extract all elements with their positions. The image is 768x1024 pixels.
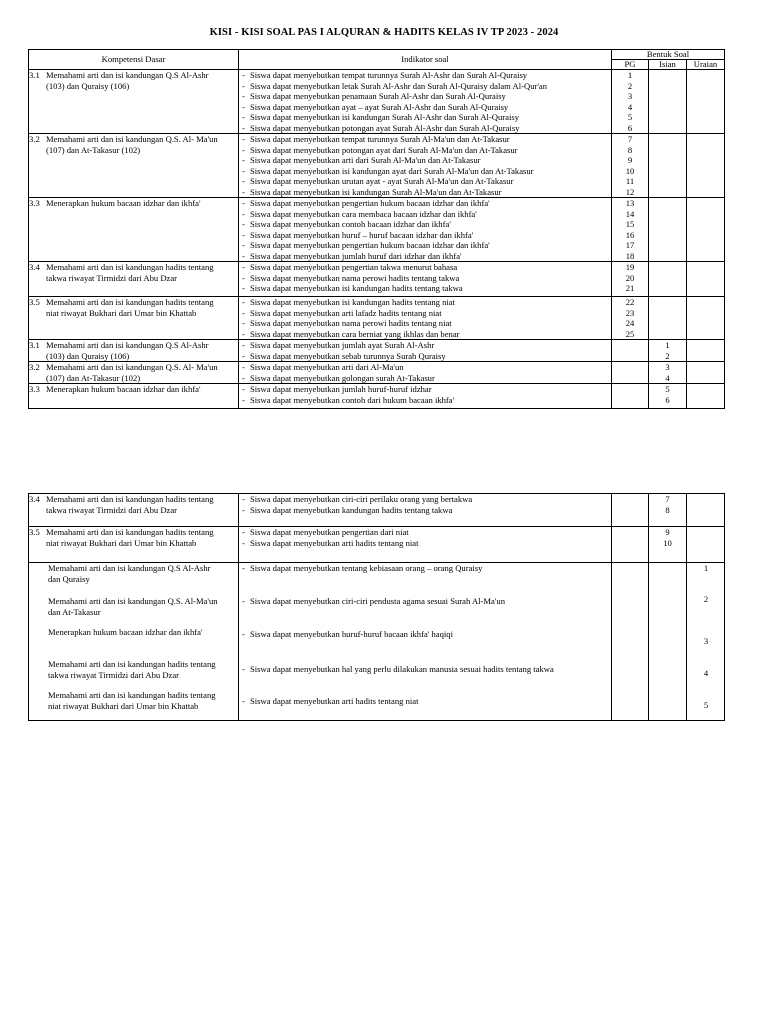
question-number: 3 — [703, 636, 709, 646]
isian-cell — [649, 262, 687, 297]
bullet-dash: - — [242, 112, 245, 122]
kompetensi-dasar-cell — [29, 198, 239, 262]
question-number: 6 — [627, 122, 633, 133]
kompetensi-dasar-cell — [29, 70, 239, 134]
bullet-dash: - — [242, 372, 245, 383]
kd-line — [29, 494, 238, 505]
question-number: 4 — [665, 372, 670, 383]
kd-text-continued: niat riwayat Bukhari dari Umar bin Khattab — [48, 700, 199, 711]
bullet-dash: - — [242, 696, 245, 706]
indikator-item — [239, 112, 611, 123]
question-number: 18 — [625, 250, 635, 261]
indikator-cell — [239, 362, 612, 384]
question-number: 2 — [627, 80, 633, 91]
header-kompetensi-dasar: Kompetensi Dasar — [29, 50, 239, 70]
indikator-item — [239, 219, 611, 230]
uraian-cell — [687, 527, 725, 563]
question-number: 17 — [625, 240, 635, 250]
isian-cell — [649, 563, 687, 721]
kd-line: Memahami arti dan isi kandungan Q.S. Al-Ma'un — [48, 596, 218, 606]
header-isian: Isian — [649, 60, 687, 70]
indikator-item — [239, 494, 611, 505]
indikator-item — [239, 209, 611, 220]
kd-number: 3.5 — [29, 527, 40, 537]
kisi-table-page-1 — [28, 49, 725, 409]
indikator-text: Siswa dapat menyebutkan ciri-ciri perilaku orang yang bertakwa — [250, 494, 473, 504]
question-number: 7 — [665, 494, 670, 504]
pg-cell — [612, 494, 649, 527]
indikator-cell — [239, 134, 612, 198]
isian-cell — [649, 134, 687, 198]
bullet-dash: - — [242, 629, 245, 639]
kd-text — [48, 563, 211, 584]
kd-text: Memahami arti dan isi kandungan Q.S. Al- Ma'un — [46, 134, 218, 144]
indikator-item — [242, 596, 505, 607]
bullet-dash: - — [242, 527, 245, 537]
question-number: 9 — [627, 155, 633, 165]
isian-cell — [649, 494, 687, 527]
uraian-cell — [687, 262, 725, 297]
kompetensi-dasar-cell — [29, 297, 239, 340]
kd-line: Memahami arti dan isi kandungan hadits tentang — [48, 659, 216, 669]
kompetensi-dasar-cell — [29, 494, 239, 527]
question-number: 10 — [625, 165, 635, 176]
bullet-dash: - — [242, 80, 245, 91]
kd-text-continued: dan At-Takasur — [48, 606, 101, 617]
uraian-cell — [687, 297, 725, 340]
question-number: 14 — [625, 208, 635, 219]
indikator-text: Siswa dapat menyebutkan isi kandungan ayat dari Surah Al-Ma'un dan At-Takasur — [250, 165, 534, 176]
indikator-text: Siswa dapat menyebutkan huruf-huruf bacaan ikhfa' haqiqi — [250, 629, 453, 639]
indikator-cell — [239, 297, 612, 340]
question-number: 11 — [625, 176, 635, 186]
kd-line — [29, 297, 238, 308]
indikator-text: Siswa dapat menyebutkan sebab turunnya Surah Quraisy — [250, 350, 446, 361]
question-number: 13 — [625, 198, 635, 208]
indikator-item — [239, 230, 611, 241]
indikator-item — [239, 538, 611, 549]
pg-cell — [612, 563, 649, 721]
bullet-dash: - — [242, 537, 245, 548]
indikator-cell — [239, 527, 612, 563]
indikator-text: Siswa dapat menyebutkan nama perowi hadits tentang takwa — [250, 272, 460, 283]
kd-line — [29, 70, 238, 81]
kd-text-continued: niat riwayat Bukhari dari Umar bin Khattab — [46, 537, 197, 548]
bullet-dash: - — [242, 563, 245, 573]
indikator-text: Siswa dapat menyebutkan arti lafadz hadits tentang niat — [250, 307, 442, 318]
kompetensi-dasar-cell — [29, 362, 239, 384]
indikator-item — [239, 187, 611, 198]
kompetensi-dasar-cell — [29, 384, 239, 409]
kd-text: Menerapkan hukum bacaan idzhar dan ikhfa' — [46, 384, 201, 394]
indikator-item — [239, 373, 611, 384]
kisi-table-page-2 — [28, 493, 725, 721]
table-row — [29, 384, 725, 409]
kd-number: 3.3 — [29, 384, 40, 394]
bullet-dash: - — [242, 198, 245, 208]
bullet-dash: - — [242, 101, 245, 112]
indikator-text: Siswa dapat menyebutkan pengertian hukum bacaan idzhar dan ikhfa' — [250, 198, 490, 208]
kd-line: Memahami arti dan isi kandungan hadits tentang — [48, 690, 216, 700]
uraian-cell — [687, 340, 725, 362]
indikator-item — [239, 70, 611, 81]
indikator-item — [239, 362, 611, 373]
kd-text — [48, 627, 203, 638]
isian-cell — [649, 362, 687, 384]
kd-line — [29, 134, 238, 145]
table-row — [29, 134, 725, 198]
indikator-cell — [239, 384, 612, 409]
bullet-dash: - — [242, 165, 245, 176]
indikator-text: Siswa dapat menyebutkan letak Surah Al-Ashr dan Surah Al-Quraisy dalam Al-Qur'an — [250, 80, 548, 91]
kd-text: Menerapkan hukum bacaan idzhar dan ikhfa' — [46, 198, 201, 208]
indikator-cell — [239, 494, 612, 527]
uraian-cell — [687, 384, 725, 409]
kompetensi-dasar-cell — [29, 563, 239, 721]
kd-text: Memahami arti dan isi kandungan hadits tentang — [46, 527, 214, 537]
indikator-item — [239, 251, 611, 262]
uraian-cell — [687, 563, 725, 721]
bullet-dash: - — [242, 91, 245, 101]
question-number: 21 — [625, 283, 635, 293]
indikator-item — [239, 145, 611, 156]
bullet-dash: - — [242, 176, 245, 186]
bullet-dash: - — [242, 262, 245, 272]
question-number: 6 — [665, 394, 670, 405]
pg-cell — [612, 134, 649, 198]
indikator-text: Siswa dapat menyebutkan contoh bacaan idzhar dan ikhfa' — [250, 219, 451, 229]
indikator-item — [239, 308, 611, 319]
indikator-item — [239, 102, 611, 113]
kd-number: 3.2 — [29, 134, 40, 144]
kd-text-continued: (107) dan At-Takasur (102) — [46, 144, 141, 155]
indikator-item — [239, 283, 611, 294]
indikator-text: Siswa dapat menyebutkan isi kandungan Surah Al-Ma'un dan At-Takasur — [250, 186, 502, 197]
indikator-item — [239, 297, 611, 308]
indikator-item — [242, 563, 482, 574]
question-number: 23 — [625, 307, 635, 318]
question-number: 5 — [627, 112, 633, 122]
indikator-item — [239, 155, 611, 166]
bullet-dash: - — [242, 208, 245, 219]
question-number: 1 — [665, 340, 670, 350]
indikator-text: Siswa dapat menyebutkan pengertian takwa menurut bahasa — [250, 262, 458, 272]
indikator-item — [239, 273, 611, 284]
indikator-text: Siswa dapat menyebutkan jumlah huruf-huruf idzhar — [250, 384, 432, 394]
indikator-item — [239, 340, 611, 351]
bullet-dash: - — [242, 229, 245, 240]
question-number: 2 — [703, 594, 709, 604]
bullet-dash: - — [242, 664, 245, 674]
bullet-dash: - — [242, 328, 245, 339]
indikator-text: Siswa dapat menyebutkan arti hadits tentang niat — [250, 537, 419, 548]
bullet-dash: - — [242, 144, 245, 155]
header-uraian: Uraian — [687, 60, 725, 70]
indikator-text: Siswa dapat menyebutkan tempat turunnya Surah Al-Ashr dan Surah Al-Quraisy — [250, 70, 528, 80]
kd-text-continued: takwa riwayat Tirmidzi dari Abu Dzar — [46, 504, 178, 515]
table-row — [29, 362, 725, 384]
question-number: 8 — [627, 144, 633, 155]
question-number: 3 — [627, 91, 633, 101]
indikator-item — [239, 81, 611, 92]
kd-line — [29, 340, 238, 351]
isian-cell — [649, 384, 687, 409]
header-bentuk-soal: Bentuk Soal — [612, 50, 725, 60]
kd-line: Memahami arti dan isi kandungan Q.S Al-Ashr — [48, 563, 211, 573]
indikator-item — [239, 505, 611, 516]
question-number: 1 — [703, 563, 709, 573]
isian-cell — [649, 340, 687, 362]
question-number: 24 — [625, 318, 635, 328]
indikator-text: Siswa dapat menyebutkan ayat – ayat Surah Al-Ashr dan Surah Al-Quraisy — [250, 101, 509, 112]
pg-cell — [612, 70, 649, 134]
indikator-text: Siswa dapat menyebutkan cara berniat yang ikhlas dan benar — [250, 328, 460, 339]
kd-line — [29, 262, 238, 273]
indikator-text: Siswa dapat menyebutkan cara membaca bacaan idzhar dan ikhfa' — [250, 208, 477, 219]
kd-number: 3.4 — [29, 494, 40, 504]
table-row — [29, 494, 725, 527]
pg-cell — [612, 297, 649, 340]
kd-line: Menerapkan hukum bacaan idzhar dan ikhfa' — [48, 627, 203, 637]
question-number: 15 — [625, 219, 635, 229]
kd-text: Memahami arti dan isi kandungan hadits tentang — [46, 262, 214, 272]
kd-number: 3.2 — [29, 362, 40, 372]
indikator-text: Siswa dapat menyebutkan penamaan Surah Al-Ashr dan Surah Al-Quraisy — [250, 91, 506, 101]
bullet-dash: - — [242, 219, 245, 229]
kd-line — [29, 198, 238, 209]
kd-number: 3.5 — [29, 297, 40, 307]
bullet-dash: - — [242, 394, 245, 405]
indikator-text: Siswa dapat menyebutkan ciri-ciri pendusta agama sesuai Surah Al-Ma'un — [250, 596, 505, 606]
kd-text-continued: dan Quraisy — [48, 573, 90, 584]
indikator-item — [239, 395, 611, 406]
indikator-text: Siswa dapat menyebutkan contoh dari hukum bacaan ikhfa' — [250, 394, 455, 405]
indikator-text: Siswa dapat menyebutkan hal yang perlu dilakukan manusia sesuai hadits tentang takwa — [250, 664, 554, 674]
indikator-item — [242, 664, 554, 675]
indikator-text: Siswa dapat menyebutkan jumlah huruf dari idzhar dan ikhfa' — [250, 250, 462, 261]
bullet-dash: - — [242, 283, 245, 293]
table-row — [29, 527, 725, 563]
kd-text-continued: (103) dan Quraisy (106) — [46, 350, 130, 361]
kd-text: Memahami arti dan isi kandungan hadits tentang — [46, 494, 214, 504]
isian-cell — [649, 198, 687, 262]
indikator-item — [239, 262, 611, 273]
bullet-dash: - — [242, 272, 245, 283]
question-number: 9 — [665, 527, 670, 537]
indikator-item — [239, 318, 611, 329]
pg-cell — [612, 362, 649, 384]
kd-text: Memahami arti dan isi kandungan Q.S. Al- Ma'un — [46, 362, 218, 372]
kd-text-continued: (107) dan At-Takasur (102) — [46, 372, 141, 383]
indikator-item — [239, 198, 611, 209]
isian-cell — [649, 297, 687, 340]
indikator-text: Siswa dapat menyebutkan potongan ayat dari Surah Al-Ma'un dan At-Takasur — [250, 144, 518, 155]
uraian-cell — [687, 134, 725, 198]
question-number: 5 — [703, 700, 709, 710]
kd-text — [48, 659, 216, 680]
indikator-text: Siswa dapat menyebutkan huruf – huruf bacaan idzhar dan ikhfa' — [250, 229, 474, 240]
bullet-dash: - — [242, 362, 245, 372]
header-indikator-soal: Indikator soal — [239, 50, 612, 70]
question-number: 4 — [627, 101, 633, 112]
kd-line — [29, 527, 238, 538]
kd-text-continued: takwa riwayat Tirmidzi dari Abu Dzar — [48, 669, 180, 680]
indikator-item — [239, 384, 611, 395]
indikator-text: Siswa dapat menyebutkan pengertian dari niat — [250, 527, 409, 537]
bullet-dash: - — [242, 186, 245, 197]
kd-text-continued: (103) dan Quraisy (106) — [46, 80, 130, 91]
kd-number: 3.1 — [29, 70, 40, 80]
question-number: 25 — [625, 328, 635, 339]
bullet-dash: - — [242, 494, 245, 504]
indikator-text: Siswa dapat menyebutkan golongan surah At-Takasur — [250, 372, 435, 383]
kompetensi-dasar-cell — [29, 527, 239, 563]
kompetensi-dasar-cell — [29, 340, 239, 362]
question-number: 1 — [627, 70, 633, 80]
indikator-item — [239, 91, 611, 102]
table-row — [29, 297, 725, 340]
indikator-text: Siswa dapat menyebutkan tempat turunnya Surah Al-Ma'un dan At-Takasur — [250, 134, 510, 144]
indikator-cell — [239, 340, 612, 362]
indikator-item — [239, 240, 611, 251]
indikator-item — [242, 696, 419, 707]
document-title: KISI - KISI SOAL PAS I ALQURAN & HADITS KELAS IV TP 2023 - 2024 — [209, 27, 559, 38]
pg-cell — [612, 198, 649, 262]
uraian-cell — [687, 494, 725, 527]
question-number: 12 — [625, 186, 635, 197]
bullet-dash: - — [242, 384, 245, 394]
indikator-item — [239, 329, 611, 340]
kd-text — [48, 690, 216, 711]
indikator-text: Siswa dapat menyebutkan isi kandungan Surah Al-Ashr dan Surah Al-Quraisy — [250, 112, 519, 122]
indikator-text: Siswa dapat menyebutkan isi kandungan hadits tentang takwa — [250, 283, 463, 293]
bullet-dash: - — [242, 70, 245, 80]
indikator-item — [239, 527, 611, 538]
indikator-item — [239, 166, 611, 177]
bullet-dash: - — [242, 250, 245, 261]
bullet-dash: - — [242, 134, 245, 144]
indikator-cell — [239, 262, 612, 297]
indikator-item — [242, 629, 453, 640]
question-number: 4 — [703, 668, 709, 678]
bullet-dash: - — [242, 122, 245, 133]
question-number: 2 — [665, 350, 670, 361]
question-number: 20 — [625, 272, 635, 283]
table-row — [29, 262, 725, 297]
bullet-dash: - — [242, 155, 245, 165]
kd-text — [48, 596, 218, 617]
indikator-item — [239, 134, 611, 145]
uraian-cell — [687, 70, 725, 134]
indikator-text: Siswa dapat menyebutkan arti dari Al-Ma'un — [250, 362, 404, 372]
table-row-uraian — [29, 563, 725, 721]
indikator-text: Siswa dapat menyebutkan arti dari Surah Al-Ma'un dan At-Takasur — [250, 155, 481, 165]
question-number: 10 — [663, 537, 672, 548]
bullet-dash: - — [242, 504, 245, 515]
indikator-cell — [239, 198, 612, 262]
kd-text: Memahami arti dan isi kandungan Q.S Al-Ashr — [46, 70, 209, 80]
indikator-cell — [239, 70, 612, 134]
kd-number: 3.3 — [29, 198, 40, 208]
question-number: 16 — [625, 229, 635, 240]
indikator-text: Siswa dapat menyebutkan isi kandungan hadits tentang niat — [250, 297, 456, 307]
table-row — [29, 198, 725, 262]
kd-text-continued: niat riwayat Bukhari dari Umar bin Khattab — [46, 307, 197, 318]
question-number: 7 — [627, 134, 633, 144]
question-number: 3 — [665, 362, 670, 372]
kd-text-continued: takwa riwayat Tirmidzi dari Abu Dzar — [46, 272, 178, 283]
isian-cell — [649, 527, 687, 563]
kd-line — [29, 362, 238, 373]
table-row — [29, 70, 725, 134]
bullet-dash: - — [242, 307, 245, 318]
bullet-dash: - — [242, 350, 245, 361]
uraian-cell — [687, 198, 725, 262]
bullet-dash: - — [242, 340, 245, 350]
indikator-text: Siswa dapat menyebutkan jumlah ayat Surah Al-Ashr — [250, 340, 435, 350]
kd-number: 3.4 — [29, 262, 40, 272]
kompetensi-dasar-cell — [29, 134, 239, 198]
indikator-text: Siswa dapat menyebutkan kandungan hadits tentang takwa — [250, 504, 453, 515]
indikator-cell — [239, 563, 612, 721]
indikator-text: Siswa dapat menyebutkan potongan ayat Surah Al-Ashr dan Surah Al-Quraisy — [250, 122, 520, 133]
question-number: 19 — [625, 262, 635, 272]
pg-cell — [612, 262, 649, 297]
indikator-item — [239, 351, 611, 362]
isian-cell — [649, 70, 687, 134]
bullet-dash: - — [242, 297, 245, 307]
indikator-text: Siswa dapat menyebutkan tentang kebiasaan orang – orang Quraisy — [250, 563, 483, 573]
kd-number: 3.1 — [29, 340, 40, 350]
indikator-text: Siswa dapat menyebutkan urutan ayat - ayat Surah Al-Ma'un dan At-Takasur — [250, 176, 514, 186]
question-number: 8 — [665, 504, 670, 515]
bullet-dash: - — [242, 596, 245, 606]
header-pg: PG — [612, 60, 649, 70]
pg-cell — [612, 527, 649, 563]
kd-text: Memahami arti dan isi kandungan hadits tentang — [46, 297, 214, 307]
uraian-cell — [687, 362, 725, 384]
kd-line — [29, 384, 238, 395]
question-number: 5 — [665, 384, 670, 394]
indikator-item — [239, 176, 611, 187]
indikator-text: Siswa dapat menyebutkan pengertian hukum bacaan idzhar dan ikhfa' — [250, 240, 490, 250]
indikator-text: Siswa dapat menyebutkan nama perowi hadits tentang niat — [250, 318, 452, 328]
indikator-text: Siswa dapat menyebutkan arti hadits tentang niat — [250, 696, 419, 706]
indikator-item — [239, 123, 611, 134]
kd-text: Memahami arti dan isi kandungan Q.S Al-Ashr — [46, 340, 209, 350]
bullet-dash: - — [242, 318, 245, 328]
question-number: 22 — [625, 297, 635, 307]
kompetensi-dasar-cell — [29, 262, 239, 297]
pg-cell — [612, 384, 649, 409]
bullet-dash: - — [242, 240, 245, 250]
table-row — [29, 340, 725, 362]
pg-cell — [612, 340, 649, 362]
